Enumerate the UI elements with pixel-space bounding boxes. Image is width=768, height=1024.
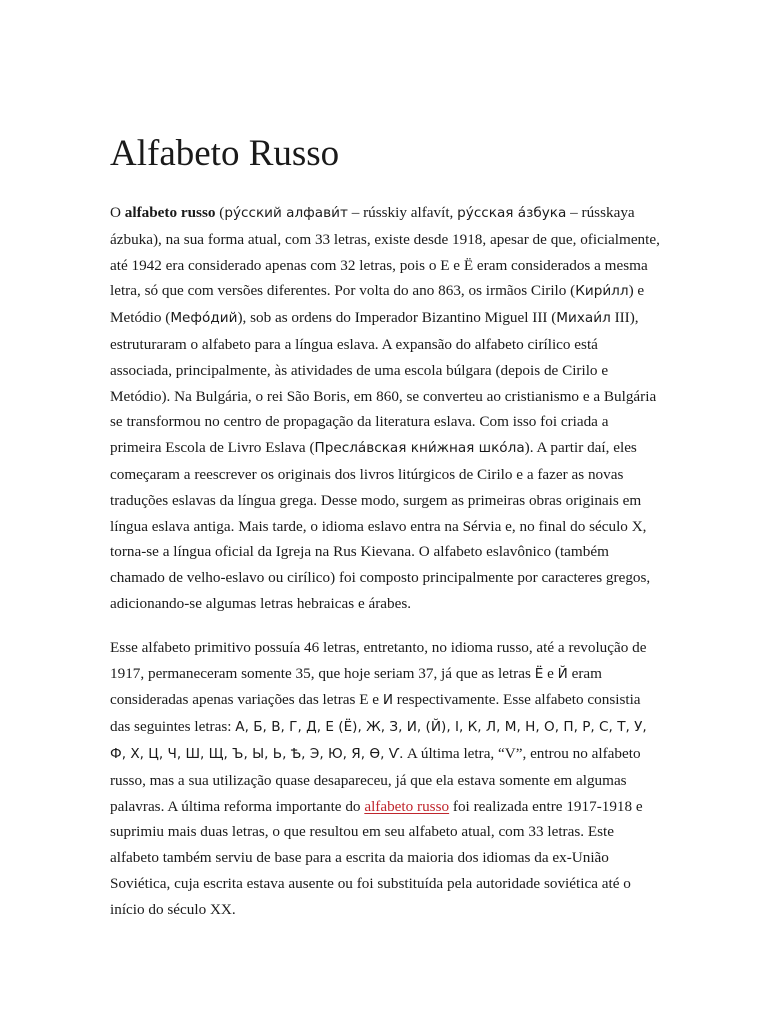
- text-segment: respectivamente. Esse alfabeto consistia das seguintes letras:: [110, 691, 641, 736]
- text-segment: O: [110, 204, 125, 221]
- text-segment: – rússkiy alfavít,: [347, 204, 458, 221]
- text-segment: Esse alfabeto primitivo possuía 46 letras, entretanto, no idioma russo, até a revolução de 1917, permaneceram somente 35, que hoje seriam 37, já que as letras: [110, 638, 647, 682]
- alfabeto-russo-link[interactable]: alfabeto russo: [364, 797, 450, 815]
- text-segment: eram consideradas apenas variações das letras E e: [110, 664, 602, 709]
- paragraph-2: [110, 635, 662, 923]
- text-segment: ) e Metódio (: [110, 282, 645, 327]
- bold-term: alfabeto russo: [124, 204, 216, 221]
- russian-text: ру́сский алфави́т: [224, 205, 348, 221]
- article-body: [110, 128, 662, 941]
- text-segment: ), sob as ordens do Imperador Bizantino Miguel III (: [237, 309, 557, 327]
- page-title: Alfabeto Russo: [110, 133, 340, 174]
- text-segment: (: [215, 204, 225, 221]
- text-segment: III), estruturaram o alfabeto para a língua eslava. A expansão do alfabeto cirílico está associada, principalmente, às atividades de uma escola búlgara (depois de Cirilo e Metódio). Na Bulgária, o rei São Boris, em 860, se converteu ao cristianismo e a Bulgária se transformou no centro de propagação da literatura eslava. Com isso foi criada a primeira Escola de Livro Eslava (: [110, 309, 657, 457]
- text-segment: – rússkaya ázbuka), na sua forma atual, com 33 letras, existe desde 1918, apesar de que, oficialmente, até 1942 era considerado apenas com 32 letras, pois o E e Ë eram considerados a mesma letra, só que com versões diferentes. Por volta do ano 863, os irmãos Cirilo (: [110, 204, 660, 300]
- russian-text: Кири́лл: [575, 283, 629, 300]
- russian-text: Ё: [534, 665, 544, 682]
- russian-text: Михаи́л: [556, 310, 611, 327]
- russian-text: Пресла́вская кни́жная шко́ла: [314, 440, 525, 457]
- russian-text: Мефо́дий: [170, 310, 238, 327]
- text-segment: foi realizada entre 1917-1918 e suprimiu mais duas letras, o que resultou em seu alfabeto atual, com 33 letras. Este alfabeto também serviu de base para a escrita da maioria dos idiomas da ex-União Soviética, cuja escrita estava ausente ou foi substituída pela autoridade soviética até o início do século XX.: [110, 797, 643, 918]
- russian-text: И: [382, 692, 393, 709]
- russian-text: ру́сская а́збука: [457, 205, 567, 221]
- text-segment: ). A partir daí, eles começaram a reescrever os originais dos livros litúrgicos de Cirilo e a fazer as novas traduções eslavas da língua grega. Desse modo, surgem as primeiras obras originais em língua eslava antiga. Mais tarde, o idioma eslavo entra na Sérvia e, no final do século X, torna-se a língua oficial da Igreja na Rus Kievana. O alfabeto eslavônico (também chamado de velho-eslavo ou cirílico) foi composto principalmente por caracteres gregos, adicionando-se algumas letras hebraicas e árabes.: [110, 439, 651, 612]
- text-segment: e: [543, 664, 558, 682]
- paragraph-1: [110, 200, 662, 617]
- text-segment: . A última letra, “V”, entrou no alfabeto russo, mas a sua utilização quase desapareceu, já que ela estava somente em algumas palavras. A última reforma importante do: [110, 744, 641, 815]
- russian-text: Й: [557, 665, 568, 682]
- cyrillic-letter-list: А, Б, В, Г, Д, Е (Ё), Ж, З, И, (Й), І, К, Л, М, Н, О, П, Р, С, Т, У, Ф, Х, Ц, Ч, Ш, Щ, Ъ, Ы, Ь, Ѣ, Э, Ю, Я, Ѳ, Ѵ: [110, 719, 647, 762]
